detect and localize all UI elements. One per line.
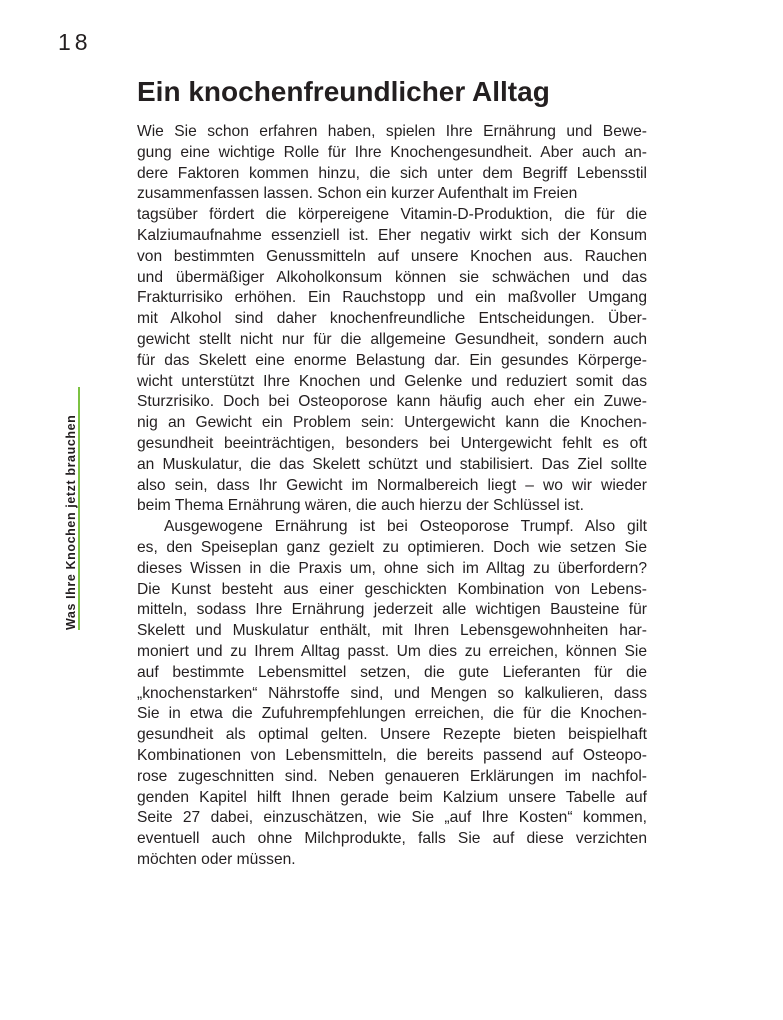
page-number: 18 bbox=[58, 29, 92, 55]
text-line: auf bestimmte Lebensmittel setzen, die gute Lieferanten für die bbox=[137, 663, 647, 681]
text-line: und übermäßiger Alkoholkonsum können sie schwächen und das bbox=[137, 268, 647, 286]
text-line: nig an Gewicht ein Problem sein: Untergewicht kann die Knochen- bbox=[137, 414, 647, 432]
article-body bbox=[137, 122, 647, 871]
running-head-rule bbox=[78, 387, 80, 630]
text-line: Kombinationen von Lebensmitteln, die bereits passend auf Osteopo- bbox=[137, 746, 647, 764]
text-line: wicht unterstützt Ihre Knochen und Gelenke und reduziert somit das bbox=[137, 372, 647, 390]
text-line: Sturzrisiko. Doch bei Osteoporose kann häufig auch eher ein Zuwe- bbox=[137, 393, 647, 411]
running-head: Was Ihre Knochen jetzt brauchen bbox=[64, 414, 78, 630]
text-line: tagsüber fördert die körpereigene Vitamin-D-Produktion, die für die bbox=[137, 206, 647, 224]
text-line: gesundheit beeinträchtigen, besonders bei Untergewicht fehlt es oft bbox=[137, 434, 647, 452]
text-line: Skelett und Muskulatur enthält, mit Ihren Lebensgewohnheiten har- bbox=[137, 622, 647, 640]
text-line: Wie Sie schon erfahren haben, spielen Ihre Ernährung und Bewe- bbox=[137, 123, 647, 140]
text-line: gewicht stellt nicht nur für die allgemeine Gesundheit, sondern auch bbox=[137, 330, 647, 348]
text-line: moniert und zu Ihrem Alltag passt. Um dies zu erreichen, können Sie bbox=[137, 642, 647, 660]
text-line: Sie in etwa die Zufuhrempfehlungen erreichen, die für die Knochen- bbox=[137, 705, 647, 723]
text-line: rose zugeschnitten sind. Neben genaueren Erklärungen im nachfol- bbox=[137, 767, 647, 785]
text-line: „knochenstarken“ Nährstoffe sind, und Mengen so kalkulieren, dass bbox=[137, 684, 647, 702]
article-title: Ein knochenfreundlicher Alltag bbox=[137, 76, 550, 107]
text-line: also sein, dass Ihr Gewicht im Normalbereich liegt – wo wir wieder bbox=[137, 476, 647, 494]
text-line: Die Kunst besteht aus einer geschickten Kombination von Lebens- bbox=[137, 580, 647, 598]
text-line: gung eine wichtige Rolle für Ihre Knochengesundheit. Aber auch an- bbox=[137, 143, 647, 161]
text-line: Frakturrisiko erhöhen. Ein Rauchstopp und ein maßvoller Umgang bbox=[137, 289, 647, 307]
text-line: Seite 27 dabei, einzuschätzen, wie Sie „auf Ihre Kosten“ kommen, bbox=[137, 809, 647, 827]
paragraph-2 bbox=[137, 517, 647, 871]
text-line: genden Kapitel hilft Ihnen gerade beim Kalzium unsere Tabelle auf bbox=[137, 788, 647, 806]
text-line: dieses Wissen in die Praxis um, ohne sich im Alltag zu überfordern? bbox=[137, 559, 647, 577]
text-line: es, den Speiseplan ganz gezielt zu optimieren. Doch wie setzen Sie bbox=[137, 538, 647, 556]
text-line: mit Alkohol sind daher knochenfreundliche Entscheidungen. Über- bbox=[137, 310, 647, 328]
text-line: beim Thema Ernährung wären, die auch hierzu der Schlüssel ist. bbox=[137, 497, 584, 515]
text-line: Ausgewogene Ernährung ist bei Osteoporose Trumpf. Also gilt bbox=[164, 518, 647, 536]
text-line: für das Skelett eine enorme Belastung dar. Ein gesundes Körperge- bbox=[137, 351, 647, 369]
text-line: Kalziumaufnahme essenziell ist. Eher negativ wirkt sich der Konsum bbox=[137, 226, 647, 244]
text-line: gesundheit als optimal gelten. Unsere Rezepte bieten beispielhaft bbox=[137, 726, 647, 744]
text-line: eventuell auch ohne Milchprodukte, falls Sie auf diese verzichten bbox=[137, 830, 647, 848]
text-line: an Muskulatur, die das Skelett schützt und stabilisiert. Das Ziel sollte bbox=[137, 455, 647, 473]
paragraph-1 bbox=[137, 122, 647, 517]
text-line: zusammenfassen lassen. Schon ein kurzer Aufenthalt im Freien bbox=[137, 185, 578, 203]
text-line: möchten oder müssen. bbox=[137, 850, 296, 868]
text-line: mitteln, sodass Ihre Ernährung jederzeit alle wichtigen Bausteine für bbox=[137, 601, 647, 619]
text-line: von bestimmten Genussmitteln auf unsere Knochen aus. Rauchen bbox=[137, 247, 647, 265]
text-line: dere Faktoren kommen hinzu, die sich unter dem Begriff Lebensstil bbox=[137, 164, 647, 182]
